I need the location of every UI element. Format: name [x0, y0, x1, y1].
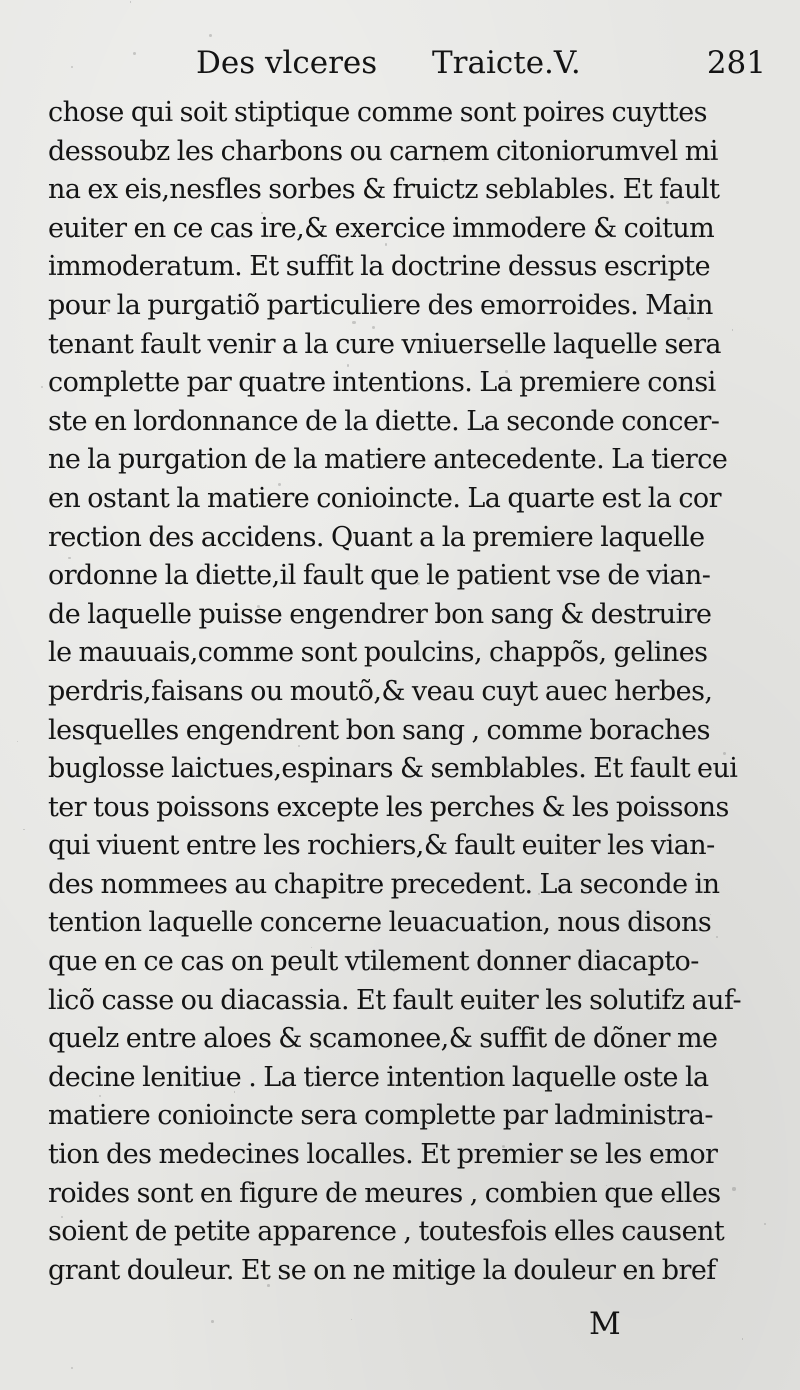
- text-line: des nommees au chapitre precedent. La seconde in: [48, 868, 720, 900]
- text-line: immoderatum. Et suffit la doctrine dessus escripte: [48, 251, 711, 283]
- text-line: na ex eis,nesfles sorbes & fruictz seblables. Et fault: [48, 174, 720, 206]
- text-line: dessoubz les charbons ou carnem citoniorumvel mi: [48, 135, 718, 167]
- text-line: le mauuais,comme sont poulcins, chappõs, gelines: [48, 637, 708, 669]
- text-line: tention laquelle concerne leuacuation, nous disons: [48, 907, 712, 939]
- text-line: qui viuent entre les rochiers,& fault euiter les vian-: [48, 830, 715, 862]
- text-line: euiter en ce cas ire,& exercice immodere & coitum: [48, 212, 715, 244]
- text-line: matiere conioincte sera complette par ladministra-: [48, 1100, 713, 1132]
- text-line: perdris,faisans ou moutõ,& veau cuyt auec herbes,: [48, 675, 713, 707]
- text-line: decine lenitiue . La tierce intention laquelle oste la: [48, 1061, 709, 1093]
- text-line: en ostant la matiere conioincte. La quarte est la cor: [48, 482, 721, 514]
- text-line: ter tous poissons excepte les perches & les poissons: [48, 791, 729, 823]
- text-line: pour la purgatiõ particuliere des emorroides. Main: [48, 289, 713, 321]
- text-line: soient de petite apparence , toutesfois elles causent: [48, 1216, 725, 1248]
- text-line: ne la purgation de la matiere antecedente. La tierce: [48, 444, 728, 476]
- text-line: grant douleur. Et se on ne mitige la douleur en bref: [48, 1254, 716, 1286]
- running-header: [196, 40, 766, 86]
- text-line: tion des medecines localles. Et premier se les emor: [48, 1139, 718, 1171]
- text-line: chose qui soit stiptique comme sont poires cuyttes: [48, 97, 707, 128]
- text-line: lesquelles engendrent bon sang , comme boraches: [48, 714, 710, 746]
- signature-mark: M: [589, 1306, 621, 1342]
- text-line: que en ce cas on peult vtilement donner diacapto-: [48, 946, 699, 978]
- text-line: complette par quatre intentions. La premiere consi: [48, 367, 716, 399]
- header-treatise-number: Traicte.V.: [432, 45, 581, 81]
- text-line: licõ casse ou diacassia. Et fault euiter les solutifz auf-: [48, 984, 742, 1016]
- text-line: buglosse laictues,espinars & semblables. Et fault eui: [48, 753, 738, 785]
- page-number: 281: [706, 45, 766, 81]
- text-line: de laquelle puisse engendrer bon sang & destruire: [48, 598, 712, 630]
- text-line: rection des accidens. Quant a la premiere laquelle: [48, 521, 705, 553]
- body-text: [48, 94, 760, 1290]
- header-chapter-title: Des vlceres: [196, 45, 378, 81]
- text-line: ordonne la diette,il fault que le patient vse de vian-: [48, 560, 711, 592]
- text-line: tenant fault venir a la cure vniuerselle laquelle sera: [48, 328, 721, 360]
- text-line: ste en lordonnance de la diette. La seconde concer-: [48, 405, 720, 437]
- text-line: roides sont en figure de meures , combien que elles: [48, 1177, 721, 1209]
- text-line: quelz entre aloes & scamonee,& suffit de dõner me: [48, 1023, 718, 1055]
